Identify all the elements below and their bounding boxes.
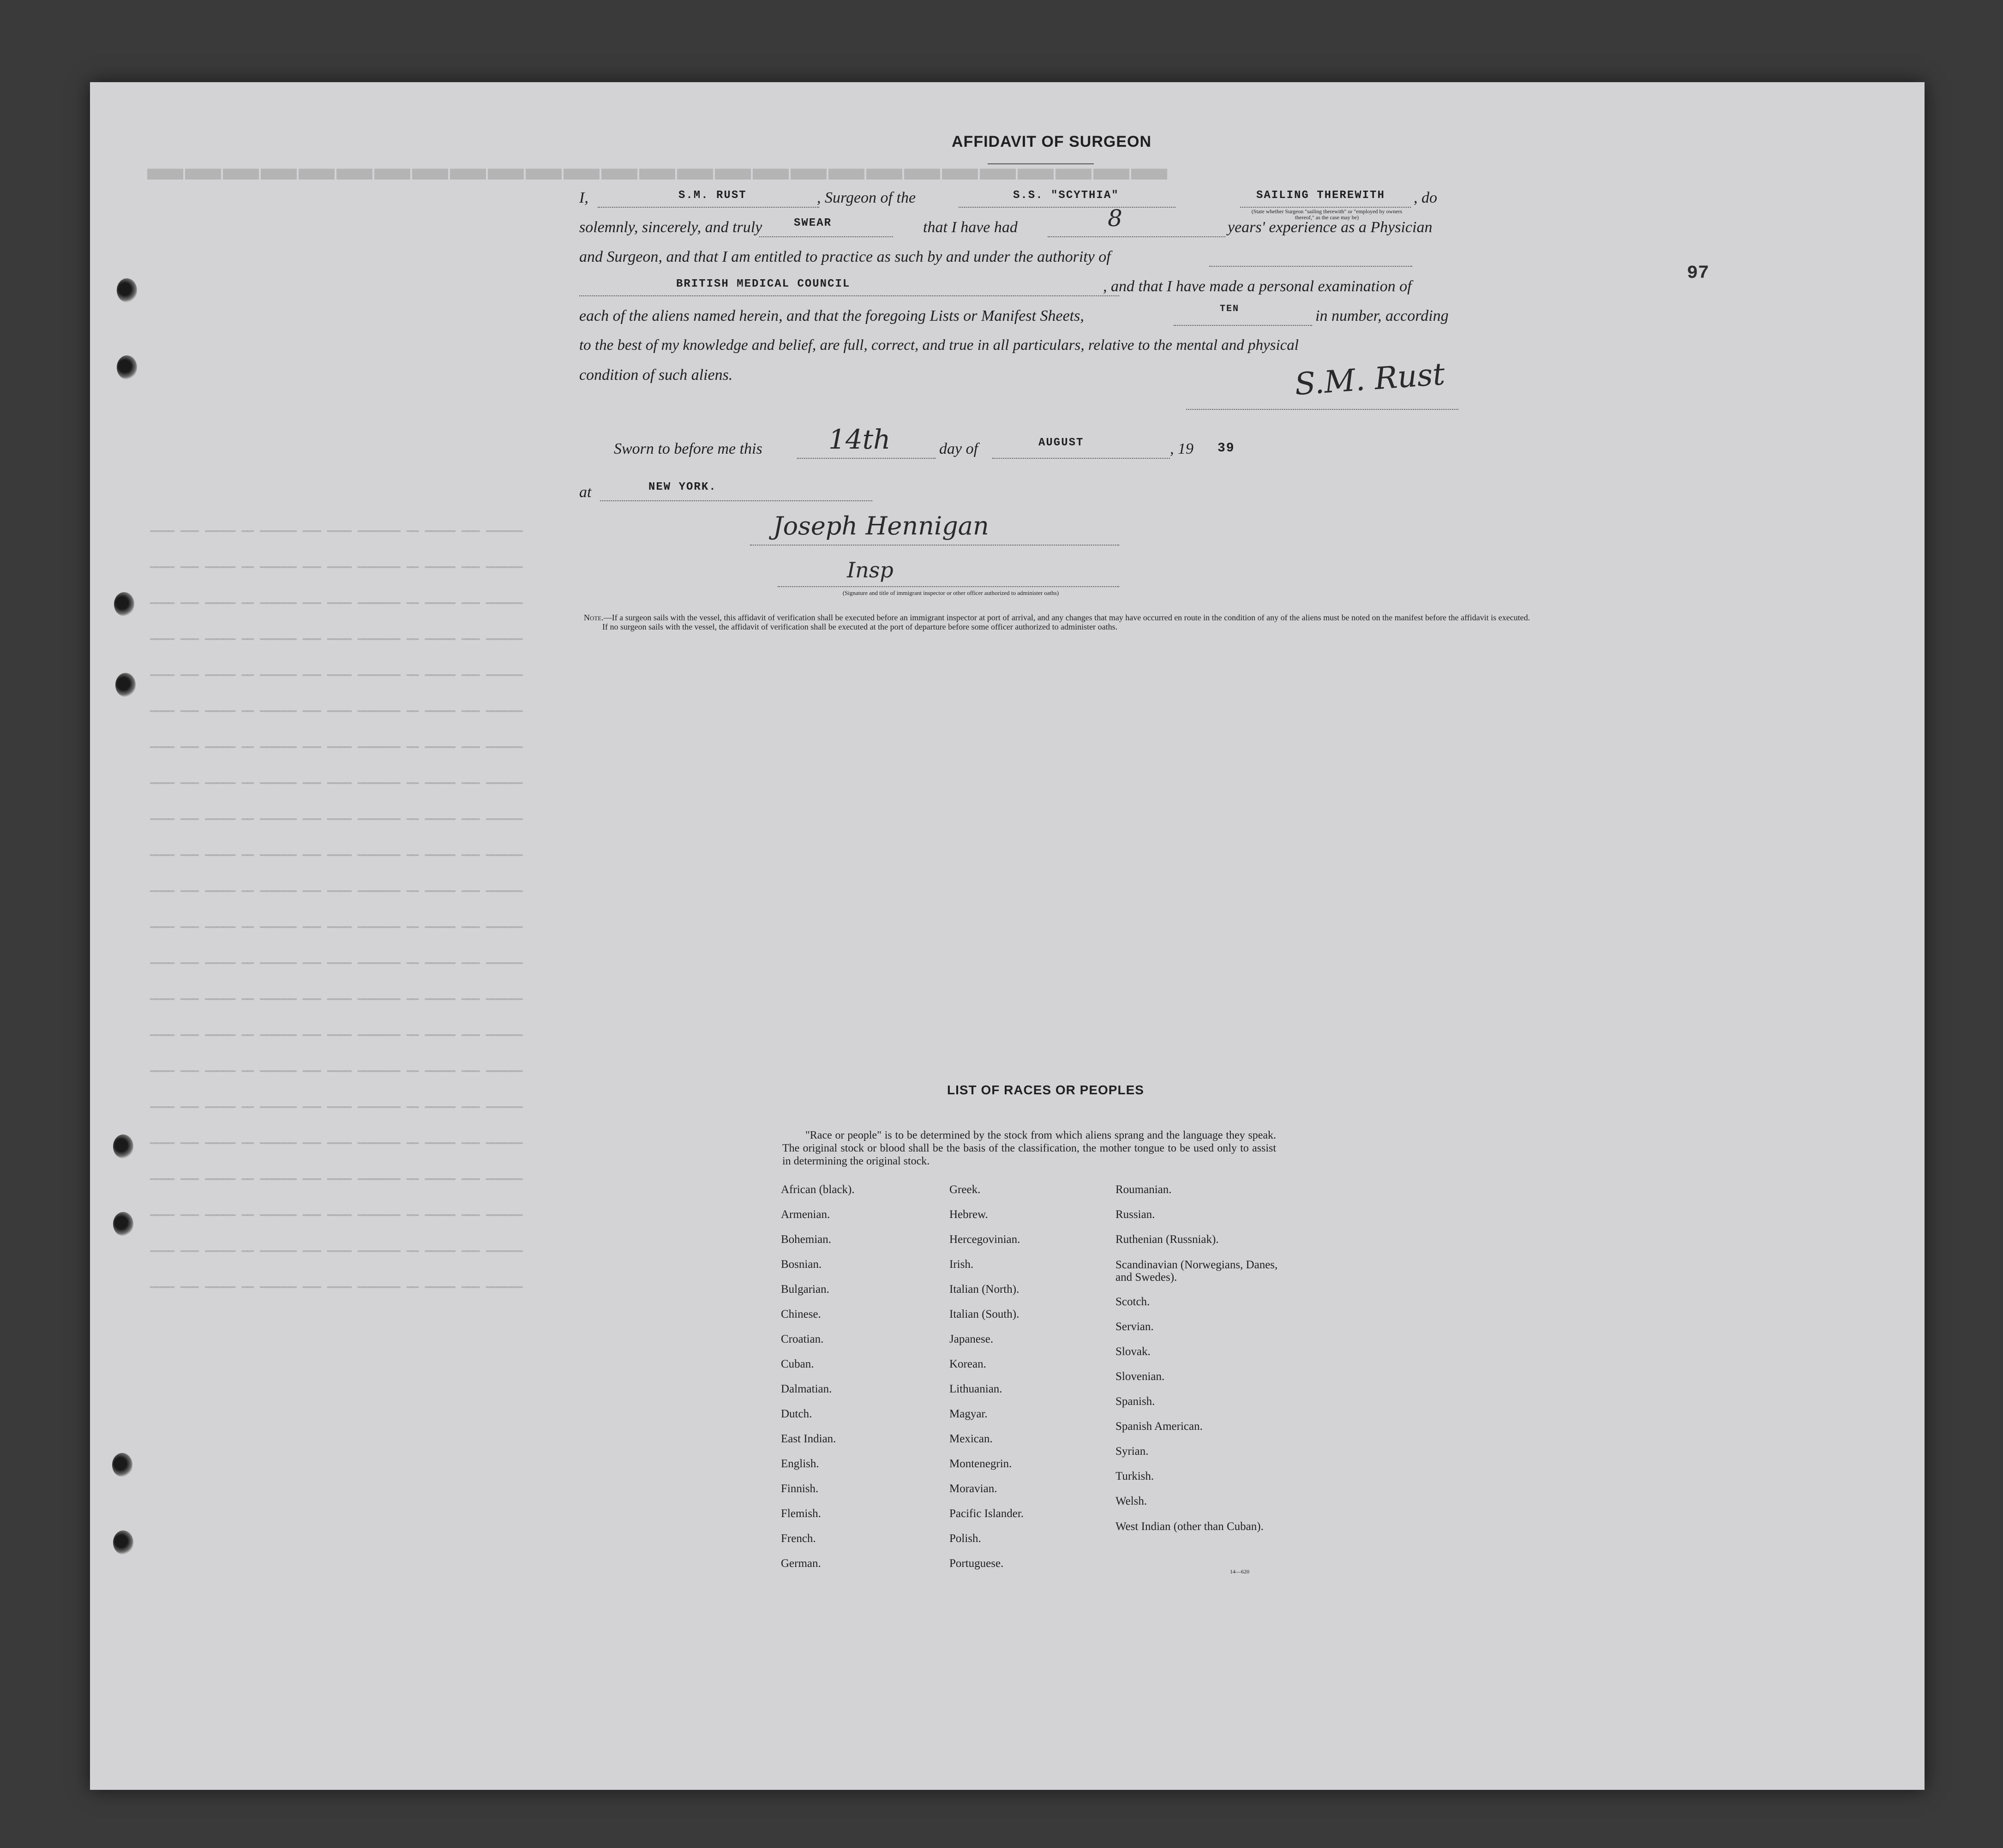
race-item: Scotch.	[1115, 1296, 1150, 1308]
note-text-2: If no surgeon sails with the vessel, the affidavit of verification shall be executed at the port of departure before some officer authorized to administer oaths.	[602, 622, 1118, 631]
race-item: Russian.	[1115, 1208, 1155, 1221]
race-item: Bohemian.	[781, 1233, 832, 1246]
affidavit-text: at	[579, 484, 592, 501]
race-item: German.	[781, 1557, 821, 1570]
sworn-place: NEW YORK.	[648, 481, 717, 493]
bleed-through-row: ▁▁▁▁ ▁▁▁ ▁▁▁▁▁ ▁▁ ▁▁▁▁▁▁ ▁▁▁ ▁▁▁▁ ▁▁▁▁▁▁▁ ▁▁ ▁▁▁▁▁ ▁▁▁ ▁▁▁▁▁▁	[150, 1169, 523, 1181]
swear-line	[759, 236, 893, 237]
swear-value: SWEAR	[794, 217, 832, 229]
race-item: Welsh.	[1115, 1495, 1147, 1507]
race-item: Bosnian.	[781, 1258, 822, 1271]
race-item: Greek.	[949, 1183, 981, 1196]
vessel-name: S.S. "SCYTHIA"	[1013, 189, 1119, 202]
affidavit-text: in number, according	[1315, 307, 1449, 324]
authority: BRITISH MEDICAL COUNCIL	[676, 278, 851, 290]
affidavit-text: , and that I have made a personal examination of	[1103, 278, 1412, 295]
race-item: Mexican.	[949, 1433, 993, 1445]
race-item: Lithuanian.	[949, 1383, 1002, 1395]
race-item: Roumanian.	[1115, 1183, 1172, 1196]
month-line	[992, 458, 1170, 459]
race-item: French.	[781, 1532, 816, 1545]
surgeon-signature: S.M. Rust	[1293, 356, 1446, 402]
affidavit-text: to the best of my knowledge and belief, are full, correct, and true in all particulars, relative to the mental and physical	[579, 337, 1299, 354]
bleed-through-row: ▁▁▁▁ ▁▁▁ ▁▁▁▁▁ ▁▁ ▁▁▁▁▁▁ ▁▁▁ ▁▁▁▁ ▁▁▁▁▁▁▁ ▁▁ ▁▁▁▁▁ ▁▁▁ ▁▁▁▁▁▁	[150, 557, 523, 569]
race-item: English.	[781, 1458, 819, 1470]
authority-line-2	[579, 295, 1119, 296]
sworn-year: 39	[1217, 441, 1235, 456]
race-item: Scandinavian (Norwegians, Danes, and Swedes).	[1115, 1259, 1278, 1284]
sworn-month: AUGUST	[1038, 437, 1084, 449]
bleed-through-row: ▁▁▁▁ ▁▁▁ ▁▁▁▁▁ ▁▁ ▁▁▁▁▁▁ ▁▁▁ ▁▁▁▁ ▁▁▁▁▁▁▁ ▁▁ ▁▁▁▁▁ ▁▁▁ ▁▁▁▁▁▁	[150, 1205, 523, 1217]
bleed-through-row: ▁▁▁▁ ▁▁▁ ▁▁▁▁▁ ▁▁ ▁▁▁▁▁▁ ▁▁▁ ▁▁▁▁ ▁▁▁▁▁▁▁ ▁▁ ▁▁▁▁▁ ▁▁▁ ▁▁▁▁▁▁	[150, 881, 523, 893]
race-item: Dutch.	[781, 1408, 812, 1420]
race-item: Servian.	[1115, 1320, 1154, 1333]
affidavit-text: Sworn to before me this	[614, 440, 762, 457]
binder-hole	[112, 1453, 132, 1477]
bleed-through-row: ▁▁▁▁ ▁▁▁ ▁▁▁▁▁ ▁▁ ▁▁▁▁▁▁ ▁▁▁ ▁▁▁▁ ▁▁▁▁▁▁▁ ▁▁ ▁▁▁▁▁ ▁▁▁ ▁▁▁▁▁▁	[150, 1025, 523, 1037]
race-item: Syrian.	[1115, 1445, 1149, 1458]
race-item: Hercegovinian.	[949, 1233, 1020, 1246]
race-item: Slovenian.	[1115, 1370, 1165, 1383]
bleed-through-row: ▁▁▁▁ ▁▁▁ ▁▁▁▁▁ ▁▁ ▁▁▁▁▁▁ ▁▁▁ ▁▁▁▁ ▁▁▁▁▁▁▁ ▁▁ ▁▁▁▁▁ ▁▁▁ ▁▁▁▁▁▁	[150, 665, 523, 677]
race-item: Bulgarian.	[781, 1283, 829, 1296]
vessel-line	[959, 207, 1175, 208]
races-title: LIST OF RACES OR PEOPLES	[947, 1083, 1144, 1097]
bleed-through-row: ▁▁▁▁ ▁▁▁ ▁▁▁▁▁ ▁▁ ▁▁▁▁▁▁ ▁▁▁ ▁▁▁▁ ▁▁▁▁▁▁▁ ▁▁ ▁▁▁▁▁ ▁▁▁ ▁▁▁▁▁▁	[150, 917, 523, 929]
race-item: Portuguese.	[949, 1557, 1004, 1570]
bleed-through-row: ▁▁▁▁ ▁▁▁ ▁▁▁▁▁ ▁▁ ▁▁▁▁▁▁ ▁▁▁ ▁▁▁▁ ▁▁▁▁▁▁▁ ▁▁ ▁▁▁▁▁ ▁▁▁ ▁▁▁▁▁▁	[150, 1277, 523, 1289]
race-item: Spanish.	[1115, 1395, 1155, 1408]
binder-hole	[113, 1134, 133, 1158]
race-item: African (black).	[781, 1183, 855, 1196]
races-column-3	[1115, 1177, 1291, 1539]
race-item: Croatian.	[781, 1333, 824, 1345]
races-column-1	[781, 1177, 938, 1576]
affidavit-text: I,	[579, 189, 588, 206]
sheets-value: TEN	[1220, 304, 1240, 314]
binder-hole	[114, 592, 134, 616]
race-item: Magyar.	[949, 1408, 988, 1420]
sailing-status: SAILING THEREWITH	[1256, 189, 1385, 202]
place-line	[600, 500, 872, 501]
race-item: Flemish.	[781, 1507, 821, 1520]
affidavit-text: , Surgeon of the	[817, 189, 916, 206]
race-item: Japanese.	[949, 1333, 994, 1345]
title-rule	[988, 163, 1094, 164]
race-item: Cuban.	[781, 1358, 814, 1370]
race-item: Montenegrin.	[949, 1458, 1012, 1470]
race-item: Spanish American.	[1115, 1420, 1203, 1433]
binder-hole	[113, 1212, 133, 1236]
bleed-through-row: ▁▁▁▁ ▁▁▁ ▁▁▁▁▁ ▁▁ ▁▁▁▁▁▁ ▁▁▁ ▁▁▁▁ ▁▁▁▁▁▁▁ ▁▁ ▁▁▁▁▁ ▁▁▁ ▁▁▁▁▁▁	[150, 845, 523, 857]
race-item: Hebrew.	[949, 1208, 988, 1221]
bleed-through-row: ▁▁▁▁ ▁▁▁ ▁▁▁▁▁ ▁▁ ▁▁▁▁▁▁ ▁▁▁ ▁▁▁▁ ▁▁▁▁▁▁▁ ▁▁ ▁▁▁▁▁ ▁▁▁ ▁▁▁▁▁▁	[150, 989, 523, 1001]
officer-signature-line-1	[750, 545, 1119, 546]
race-item: Italian (South).	[949, 1308, 1019, 1320]
officer-signature-line-2	[778, 586, 1119, 587]
affidavit-text: that I have had	[923, 219, 1018, 236]
race-item: Italian (North).	[949, 1283, 1019, 1296]
surgeon-name: S.M. RUST	[678, 189, 747, 202]
affidavit-text: day of	[939, 440, 978, 457]
signature-line	[1186, 409, 1458, 410]
binder-hole	[115, 673, 136, 697]
race-item: Armenian.	[781, 1208, 830, 1221]
race-item: East Indian.	[781, 1433, 836, 1445]
bleed-through-row: ▁▁▁▁ ▁▁▁ ▁▁▁▁▁ ▁▁ ▁▁▁▁▁▁ ▁▁▁ ▁▁▁▁ ▁▁▁▁▁▁▁ ▁▁ ▁▁▁▁▁ ▁▁▁ ▁▁▁▁▁▁	[150, 809, 523, 821]
document-page	[90, 82, 1925, 1790]
page-number: 97	[1687, 263, 1709, 284]
sheets-line	[1174, 325, 1312, 326]
bleed-through-row: ▁▁▁▁ ▁▁▁ ▁▁▁▁▁ ▁▁ ▁▁▁▁▁▁ ▁▁▁ ▁▁▁▁ ▁▁▁▁▁▁▁ ▁▁ ▁▁▁▁▁ ▁▁▁ ▁▁▁▁▁▁	[150, 1241, 523, 1253]
years-value: 8	[1108, 205, 1122, 232]
binder-hole	[113, 1530, 133, 1554]
officer-title: Insp	[847, 558, 894, 582]
race-item: West Indian (other than Cuban).	[1115, 1520, 1264, 1533]
day-line	[797, 458, 936, 459]
affidavit-title: AFFIDAVIT OF SURGEON	[952, 133, 1152, 150]
bleed-through-row: ▁▁▁▁ ▁▁▁ ▁▁▁▁▁ ▁▁ ▁▁▁▁▁▁ ▁▁▁ ▁▁▁▁ ▁▁▁▁▁▁▁ ▁▁ ▁▁▁▁▁ ▁▁▁ ▁▁▁▁▁▁	[150, 521, 523, 533]
affidavit-text: each of the aliens named herein, and that the foregoing Lists or Manifest Sheets,	[579, 307, 1084, 324]
affidavit-text: , 19	[1170, 440, 1193, 457]
bleed-through-row: ▁▁▁▁ ▁▁▁ ▁▁▁▁▁ ▁▁ ▁▁▁▁▁▁ ▁▁▁ ▁▁▁▁ ▁▁▁▁▁▁▁ ▁▁ ▁▁▁▁▁ ▁▁▁ ▁▁▁▁▁▁	[150, 1097, 523, 1109]
bleed-through-row: ▁▁▁▁ ▁▁▁ ▁▁▁▁▁ ▁▁ ▁▁▁▁▁▁ ▁▁▁ ▁▁▁▁ ▁▁▁▁▁▁▁ ▁▁ ▁▁▁▁▁ ▁▁▁ ▁▁▁▁▁▁	[150, 1133, 523, 1145]
race-item: Moravian.	[949, 1482, 997, 1495]
bleed-through-row: ▁▁▁▁ ▁▁▁ ▁▁▁▁▁ ▁▁ ▁▁▁▁▁▁ ▁▁▁ ▁▁▁▁ ▁▁▁▁▁▁▁ ▁▁ ▁▁▁▁▁ ▁▁▁ ▁▁▁▁▁▁	[150, 737, 523, 749]
affidavit-text: and Surgeon, and that I am entitled to practice as such by and under the authority of	[579, 248, 1111, 265]
race-item: Pacific Islander.	[949, 1507, 1024, 1520]
bleed-through-row: ▁▁▁▁ ▁▁▁ ▁▁▁▁▁ ▁▁ ▁▁▁▁▁▁ ▁▁▁ ▁▁▁▁ ▁▁▁▁▁▁▁ ▁▁ ▁▁▁▁▁ ▁▁▁ ▁▁▁▁▁▁	[150, 701, 523, 713]
race-item: Dalmatian.	[781, 1383, 832, 1395]
surgeon-name-line	[598, 207, 819, 208]
officer-signature: Joseph Hennigan	[773, 511, 989, 540]
race-item: Slovak.	[1115, 1345, 1151, 1358]
races-intro: "Race or people" is to be determined by the stock from which aliens sprang and the language they speak. The original stock or blood shall be the basis of the classification, the mother tongue to be used only to assist in determining the original stock.	[782, 1129, 1276, 1167]
affidavit-text: , do	[1414, 189, 1437, 206]
note-text-1: —If a surgeon sails with the vessel, this affidavit of verification shall be executed before an immigrant inspector at port of arrival, and any changes that may have occurred en route in the condition of any of the aliens must be noted on the manifest before the affidavit is executed.	[603, 613, 1530, 622]
officer-caption: (Signature and title of immigrant inspector or other officer authorized to administer oaths)	[842, 589, 1059, 596]
bleed-through-row: ▁▁▁▁ ▁▁▁ ▁▁▁▁▁ ▁▁ ▁▁▁▁▁▁ ▁▁▁ ▁▁▁▁ ▁▁▁▁▁▁▁ ▁▁ ▁▁▁▁▁ ▁▁▁ ▁▁▁▁▁▁	[150, 593, 523, 605]
race-item: Finnish.	[781, 1482, 819, 1495]
verification-note	[584, 613, 1571, 631]
binder-hole	[117, 278, 137, 302]
races-column-2	[949, 1177, 1106, 1576]
bleed-through-row: ▁▁▁▁ ▁▁▁ ▁▁▁▁▁ ▁▁ ▁▁▁▁▁▁ ▁▁▁ ▁▁▁▁ ▁▁▁▁▁▁▁ ▁▁ ▁▁▁▁▁ ▁▁▁ ▁▁▁▁▁▁	[150, 953, 523, 965]
sailing-line	[1240, 207, 1411, 208]
affidavit-text: years' experience as a Physician	[1228, 219, 1433, 236]
bleed-through-row: ▁▁▁▁ ▁▁▁ ▁▁▁▁▁ ▁▁ ▁▁▁▁▁▁ ▁▁▁ ▁▁▁▁ ▁▁▁▁▁▁▁ ▁▁ ▁▁▁▁▁ ▁▁▁ ▁▁▁▁▁▁	[150, 629, 523, 641]
race-item: Irish.	[949, 1258, 974, 1271]
race-item: Korean.	[949, 1358, 986, 1370]
race-item: Polish.	[949, 1532, 981, 1545]
years-line	[1048, 236, 1225, 237]
race-item: Turkish.	[1115, 1470, 1154, 1482]
affidavit-text: condition of such aliens.	[579, 366, 733, 384]
sworn-day: 14th	[828, 424, 891, 455]
race-item: Ruthenian (Russniak).	[1115, 1233, 1219, 1246]
bleed-through-row: ▁▁▁▁ ▁▁▁ ▁▁▁▁▁ ▁▁ ▁▁▁▁▁▁ ▁▁▁ ▁▁▁▁ ▁▁▁▁▁▁▁ ▁▁ ▁▁▁▁▁ ▁▁▁ ▁▁▁▁▁▁	[150, 773, 523, 785]
affidavit-text: solemnly, sincerely, and truly	[579, 219, 762, 236]
binder-hole	[117, 355, 137, 379]
race-item: Chinese.	[781, 1308, 821, 1320]
form-number: 14—620	[1230, 1568, 1249, 1575]
note-label: Note.	[584, 613, 604, 622]
bleed-through-row: ▁▁▁▁ ▁▁▁ ▁▁▁▁▁ ▁▁ ▁▁▁▁▁▁ ▁▁▁ ▁▁▁▁ ▁▁▁▁▁▁▁ ▁▁ ▁▁▁▁▁ ▁▁▁ ▁▁▁▁▁▁	[150, 1061, 523, 1073]
sailing-note: (State whether Surgeon "sailing therewith" or "employed by owners thereof," as the case may be)	[1251, 208, 1403, 221]
bleed-through-heading: ▬▬▬▬▬▬▬▬▬▬▬▬▬▬▬▬▬▬▬▬▬▬▬▬▬▬▬	[145, 147, 1167, 187]
authority-line-1	[1209, 266, 1412, 267]
